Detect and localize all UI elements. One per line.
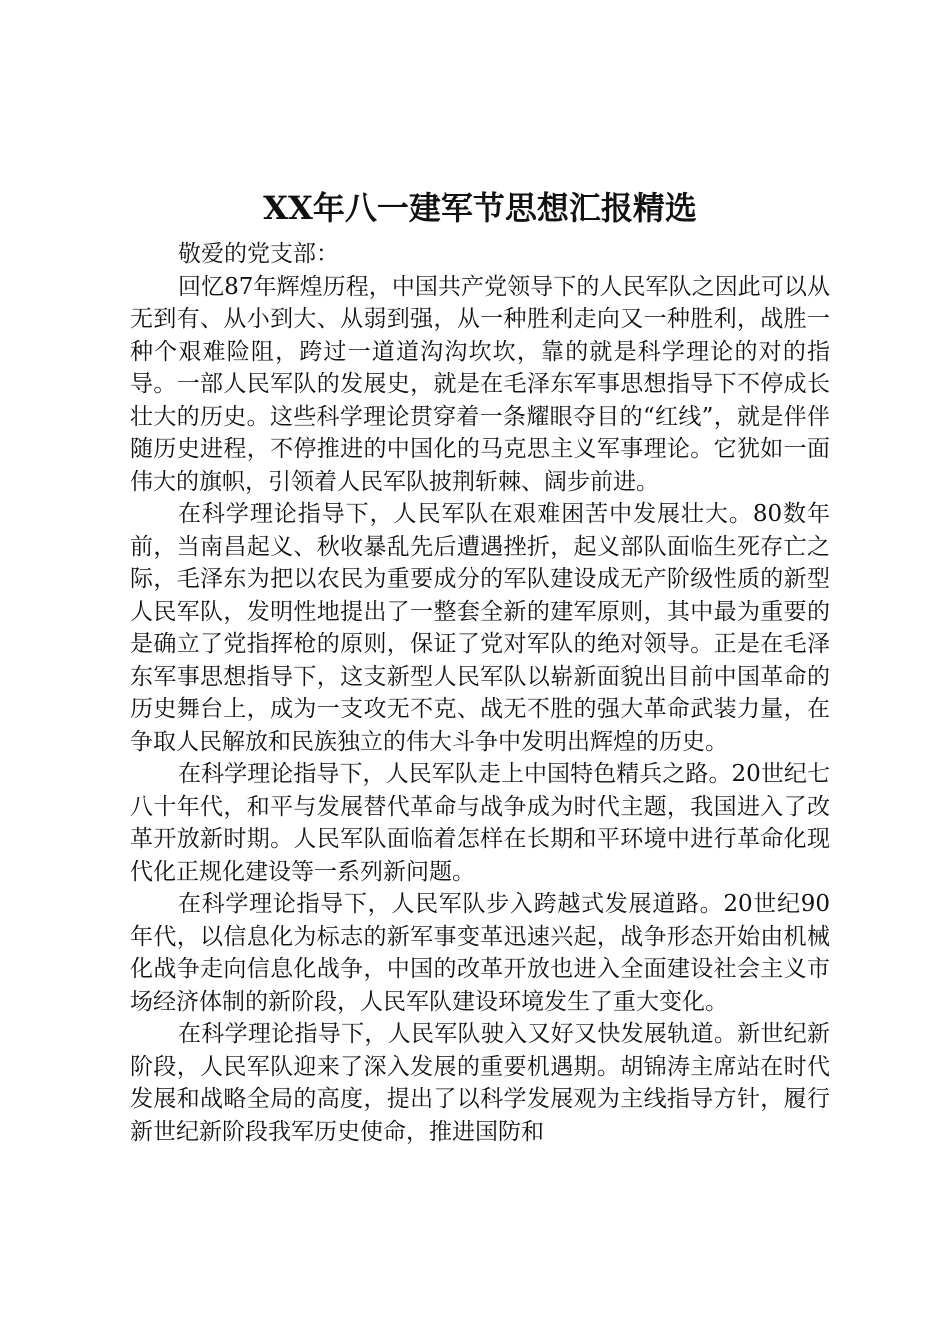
paragraph-1: 回忆87年辉煌历程，中国共产党领导下的人民军队之因此可以从无到有、从小到大、从弱到强，从一种胜利走向又一种胜利，战胜一种个艰难险阻，跨过一道道沟沟坎坎，靠的就是科学理论的对的指导。一部人民军队的发展史，就是在毛泽东军事思想指导下不停成长壮大的历史。这些科学理论贯穿着一条耀眼夺目的“红线”，就是伴伴随历史进程，不停推进的中国化的马克思主义军事理论。它犹如一面伟大的旗帜，引领着人民军队披荆斩棘、阔步前进。: [130, 273, 830, 495]
document-title: XX年八一建军节思想汇报精选: [263, 189, 697, 227]
paragraph-4: 在科学理论指导下，人民军队步入跨越式发展道路。20世纪90年代，以信息化为标志的新军事变革迅速兴起，战争形态开始由机械化战争走向信息化战争，中国的改革开放也进入全面建设社会主义市场经济体制的新阶段，人民军队建设环境发生了重大变化。: [130, 891, 830, 1015]
document-page: [130, 186, 830, 1148]
salutation: 敬爱的党支部：: [178, 241, 339, 267]
paragraph-5: 在科学理论指导下，人民军队驶入又好又快发展轨道。新世纪新阶段，人民军队迎来了深入发展的重要机遇期。胡锦涛主席站在时代发展和战略全局的高度，提出了以科学发展观为主线指导方针，履行新世纪新阶段我军历史使命，推进国防和: [130, 1021, 830, 1145]
paragraph-3: 在科学理论指导下，人民军队走上中国特色精兵之路。20世纪七八十年代，和平与发展替代革命与战争成为时代主题，我国进入了改革开放新时期。人民军队面临着怎样在长期和平环境中进行革命化现代化正规化建设等一系列新问题。: [130, 761, 830, 885]
paragraph-2: 在科学理论指导下，人民军队在艰难困苦中发展壮大。80数年前，当南昌起义、秋收暴乱先后遭遇挫折，起义部队面临生死存亡之际，毛泽东为把以农民为重要成分的军队建设成无产阶级性质的新型人民军队，发明性地提出了一整套全新的建军原则，其中最为重要的是确立了党指挥枪的原则，保证了党对军队的绝对领导。正是在毛泽东军事思想指导下，这支新型人民军队以崭新面貌出目前中国革命的历史舞台上，成为一支攻无不克、战无不胜的强大革命武装力量，在争取人民解放和民族独立的伟大斗争中发明出辉煌的历史。: [130, 501, 830, 755]
